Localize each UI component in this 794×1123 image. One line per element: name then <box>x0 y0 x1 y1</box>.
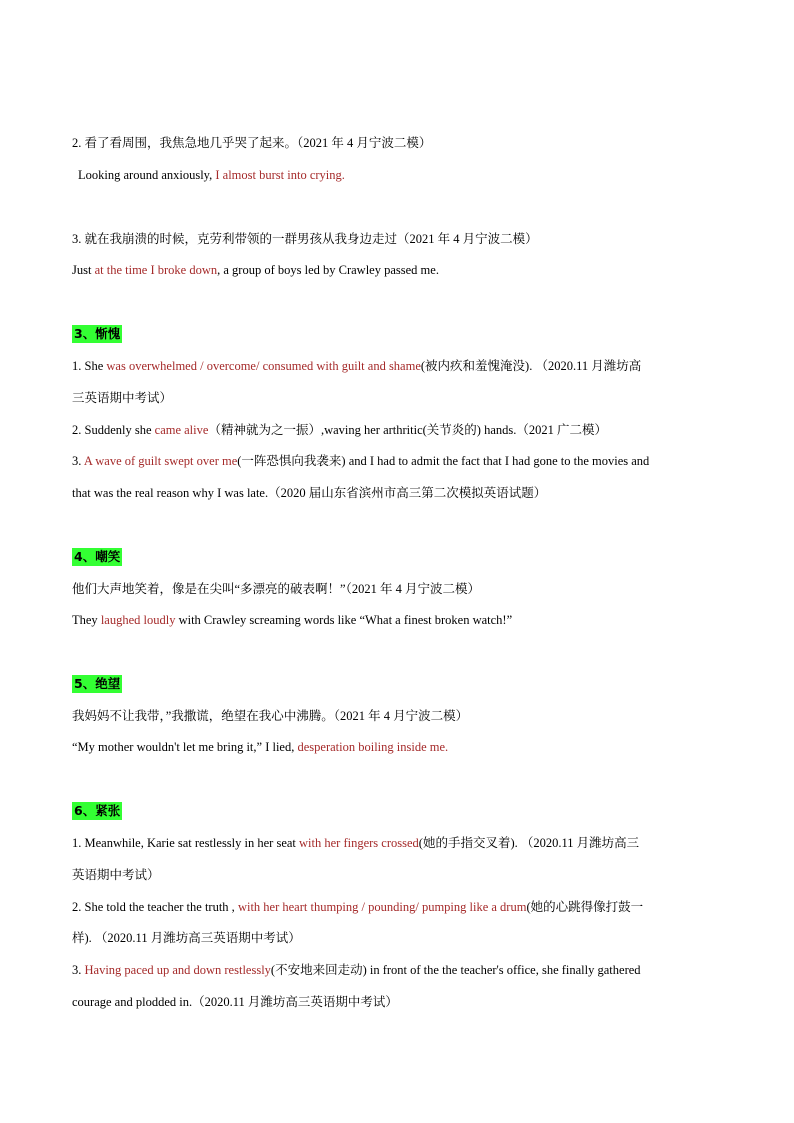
guilt-item-2 <box>72 421 607 439</box>
nervous-item-3-cont: courage and plodded in.（2020.11 月潍坊高三英语期中考试） <box>72 995 398 1009</box>
nervous-item-1-cont: 英语期中考试） <box>72 868 160 882</box>
nervous-item-2 <box>72 898 643 916</box>
nervous-item-3 <box>72 961 641 979</box>
key-phrase: came alive <box>154 423 209 437</box>
despair-english <box>72 738 448 756</box>
key-phrase: A wave of guilt swept over me <box>83 454 238 468</box>
text: with Crawley screaming words like “What a finest broken watch!” <box>175 613 513 627</box>
text: , a group of boys led by Crawley passed me. <box>217 263 439 277</box>
text: 2. Suddenly she <box>72 423 155 437</box>
section-heading-laugh: 4、嘲笑 <box>74 549 121 564</box>
section-heading-guilt: 3、惭愧 <box>74 326 121 341</box>
text: “My mother wouldn't let me bring it,” I lied, <box>72 740 298 754</box>
sentence-3-english <box>72 261 439 279</box>
nervous-item-1 <box>72 834 639 852</box>
text: Just <box>72 263 95 277</box>
despair-chinese: 我妈妈不让我带，”我撒谎，绝望在我心中沸腾。（2021 年 4 月宁波二模） <box>72 709 469 723</box>
guilt-item-1 <box>72 357 641 375</box>
text: (一阵恐惧向我袭来) and I had to admit the fact that I had gone to the movies and <box>237 454 650 468</box>
key-phrase: with her heart thumping / pounding/ pumping like a drum <box>237 900 527 914</box>
guilt-item-1-cont: 三英语期中考试） <box>72 391 173 405</box>
key-phrase: at the time I broke down <box>94 263 218 277</box>
sentence-2-chinese: 2. 看了看周围，我焦急地几乎哭了起来。（2021 年 4 月宁波二模） <box>72 136 432 150</box>
section-heading-despair: 5、绝望 <box>74 676 121 691</box>
laugh-english <box>72 611 512 629</box>
text: （精神就为之一振）,waving her arthritic(关节炎的) hands.（2021 广二模） <box>208 423 607 437</box>
laugh-chinese: 他们大声地笑着，像是在尖叫“多漂亮的破表啊！”（2021 年 4 月宁波二模） <box>72 582 480 596</box>
key-phrase: Having paced up and down restlessly <box>84 963 271 977</box>
nervous-item-2-cont: 样). （2020.11 月潍坊高三英语期中考试） <box>72 931 301 945</box>
text: 1. Meanwhile, Karie sat restlessly in her seat <box>72 836 300 850</box>
text: (她的手指交叉着). （2020.11 月潍坊高三 <box>418 836 640 850</box>
text: They <box>72 613 101 627</box>
text: (不安地来回走动) in front of the the teacher's office, she finally gathered <box>270 963 641 977</box>
guilt-item-3-cont: that was the real reason why I was late.（2020 届山东省滨州市高三第二次模拟英语试题） <box>72 486 547 500</box>
text: 3. <box>72 963 85 977</box>
section-heading-nervous: 6、紧张 <box>74 803 121 818</box>
text: 2. She told the teacher the truth , <box>72 900 238 914</box>
text: (她的心跳得像打鼓一 <box>526 900 644 914</box>
sentence-3-chinese: 3. 就在我崩溃的时候，克劳利带领的一群男孩从我身边走过（2021 年 4 月宁波二模） <box>72 232 538 246</box>
key-phrase: was overwhelmed / overcome/ consumed with guilt and shame <box>106 359 421 373</box>
text: Looking around anxiously, <box>78 168 216 182</box>
key-phrase: laughed loudly <box>100 613 176 627</box>
key-phrase: desperation boiling inside me. <box>297 740 449 754</box>
text: (被内疚和羞愧淹没). （2020.11 月潍坊高 <box>420 359 642 373</box>
key-phrase: with her fingers crossed <box>299 836 419 850</box>
sentence-2-english <box>78 166 345 184</box>
text: 1. She <box>72 359 107 373</box>
guilt-item-3 <box>72 452 649 470</box>
key-phrase: I almost burst into crying. <box>215 168 345 182</box>
text: 3. <box>72 454 84 468</box>
